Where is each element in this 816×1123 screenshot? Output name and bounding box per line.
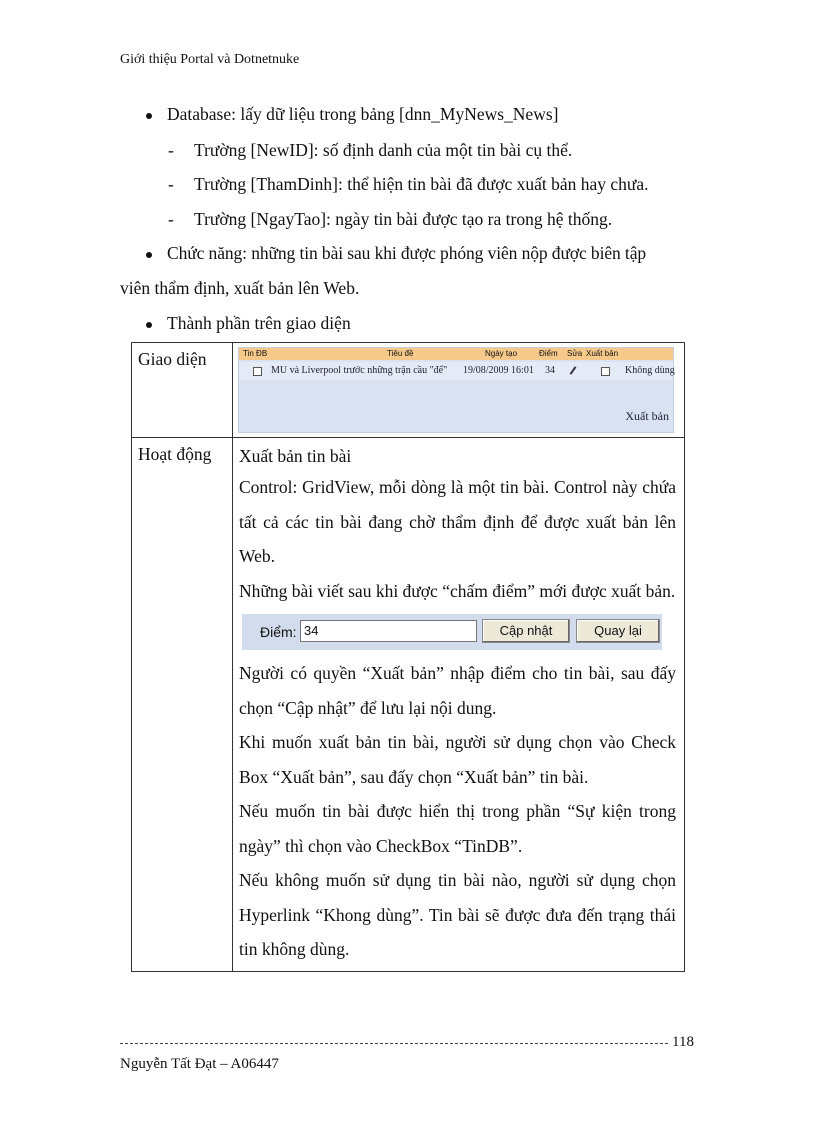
- paragraph: Khi muốn xuất bản tin bài, người sử dụng chọn vào Check Box “Xuất bản”, sau đấy chọn “Xuất bản” tin bài.: [239, 732, 676, 787]
- back-button[interactable]: Quay lại: [576, 619, 660, 643]
- grid-header: [239, 348, 673, 360]
- grid-header-cell: Tin ĐB: [243, 349, 268, 358]
- gridview-screenshot: [238, 347, 674, 433]
- grid-header-cell: Tiêu đề: [387, 349, 414, 358]
- dash-icon: -: [168, 209, 174, 229]
- not-use-link[interactable]: Không dùng: [625, 365, 675, 376]
- grid-date: 19/08/2009 16:01: [463, 365, 534, 376]
- grid-header-cell: Xuất bản: [586, 349, 619, 358]
- field-newid: Trường [NewID]: số định danh của một tin bài cụ thể.: [194, 140, 573, 160]
- field-thamdinh: Trường [ThamDinh]: thể hiện tin bài đã được xuất bản hay chưa.: [194, 174, 649, 194]
- tindb-checkbox[interactable]: [253, 367, 262, 376]
- table-row: [132, 343, 685, 438]
- score-form-screenshot: [242, 614, 662, 650]
- grid-header-cell: Điểm: [539, 349, 558, 358]
- publish-checkbox[interactable]: [601, 367, 610, 376]
- function-line-2: viên thẩm định, xuất bản lên Web.: [120, 278, 360, 298]
- page-number: 118: [672, 1034, 694, 1050]
- interface-cell: [233, 343, 685, 438]
- table-row: [239, 362, 673, 380]
- publish-link[interactable]: Xuất bản: [625, 409, 669, 423]
- page-header: Giới thiệu Portal và Dotnetnuke: [120, 52, 300, 67]
- bullet-icon: [146, 113, 152, 119]
- grid-title-link[interactable]: MU và Liverpool trước những trận cầu "để": [271, 365, 448, 376]
- paragraph: Nếu muốn tin bài được hiển thị trong phần “Sự kiện trong ngày” thì chọn vào CheckBox “TinDB”.: [239, 801, 676, 856]
- database-line: Database: lấy dữ liệu trong bảng [dnn_MyNews_News]: [167, 104, 559, 124]
- row-label-activity: Hoạt động: [132, 438, 233, 972]
- grid-score: 34: [545, 365, 555, 376]
- edit-pencil-icon[interactable]: [570, 366, 577, 375]
- score-input[interactable]: 34: [300, 620, 477, 642]
- field-ngaytao: Trường [NgayTao]: ngày tin bài được tạo ra trong hệ thống.: [194, 209, 613, 229]
- components-line: Thành phần trên giao diện: [167, 313, 351, 333]
- dash-icon: -: [168, 140, 174, 160]
- bullet-icon: [146, 322, 152, 328]
- paragraph: Những bài viết sau khi được “chấm điểm” mới được xuất bản.: [239, 580, 676, 601]
- paragraph: Nếu không muốn sử dụng tin bài nào, người sử dụng chọn Hyperlink “Khong dùng”. Tin bài sẽ được đưa đến trạng thái tin không dùng.: [239, 870, 676, 959]
- interface-table: [131, 342, 685, 972]
- activity-title: Xuất bản tin bài: [239, 446, 352, 466]
- table-row: [132, 438, 685, 972]
- paragraph: Control: GridView, mỗi dòng là một tin bài. Control này chứa tất cả các tin bài đang chờ thẩm định để được xuất bản lên Web.: [239, 477, 676, 566]
- grid-header-cell: Sửa: [567, 349, 583, 358]
- footer-divider: [120, 1043, 668, 1044]
- function-line-1: Chức năng: những tin bài sau khi được phóng viên nộp được biên tập: [167, 243, 647, 263]
- footer-author: Nguyễn Tất Đạt – A06447: [120, 1056, 279, 1072]
- paragraph: Người có quyền “Xuất bản” nhập điểm cho tin bài, sau đấy chọn “Cập nhật” để lưu lại nội dung.: [239, 663, 676, 718]
- dash-icon: -: [168, 174, 174, 194]
- update-button[interactable]: Cập nhật: [482, 619, 570, 643]
- activity-cell: [233, 438, 685, 972]
- grid-header-cell: Ngày tạo: [485, 349, 518, 358]
- bullet-icon: [146, 252, 152, 258]
- row-label-interface: Giao diện: [132, 343, 233, 438]
- score-label: Điểm:: [260, 624, 297, 640]
